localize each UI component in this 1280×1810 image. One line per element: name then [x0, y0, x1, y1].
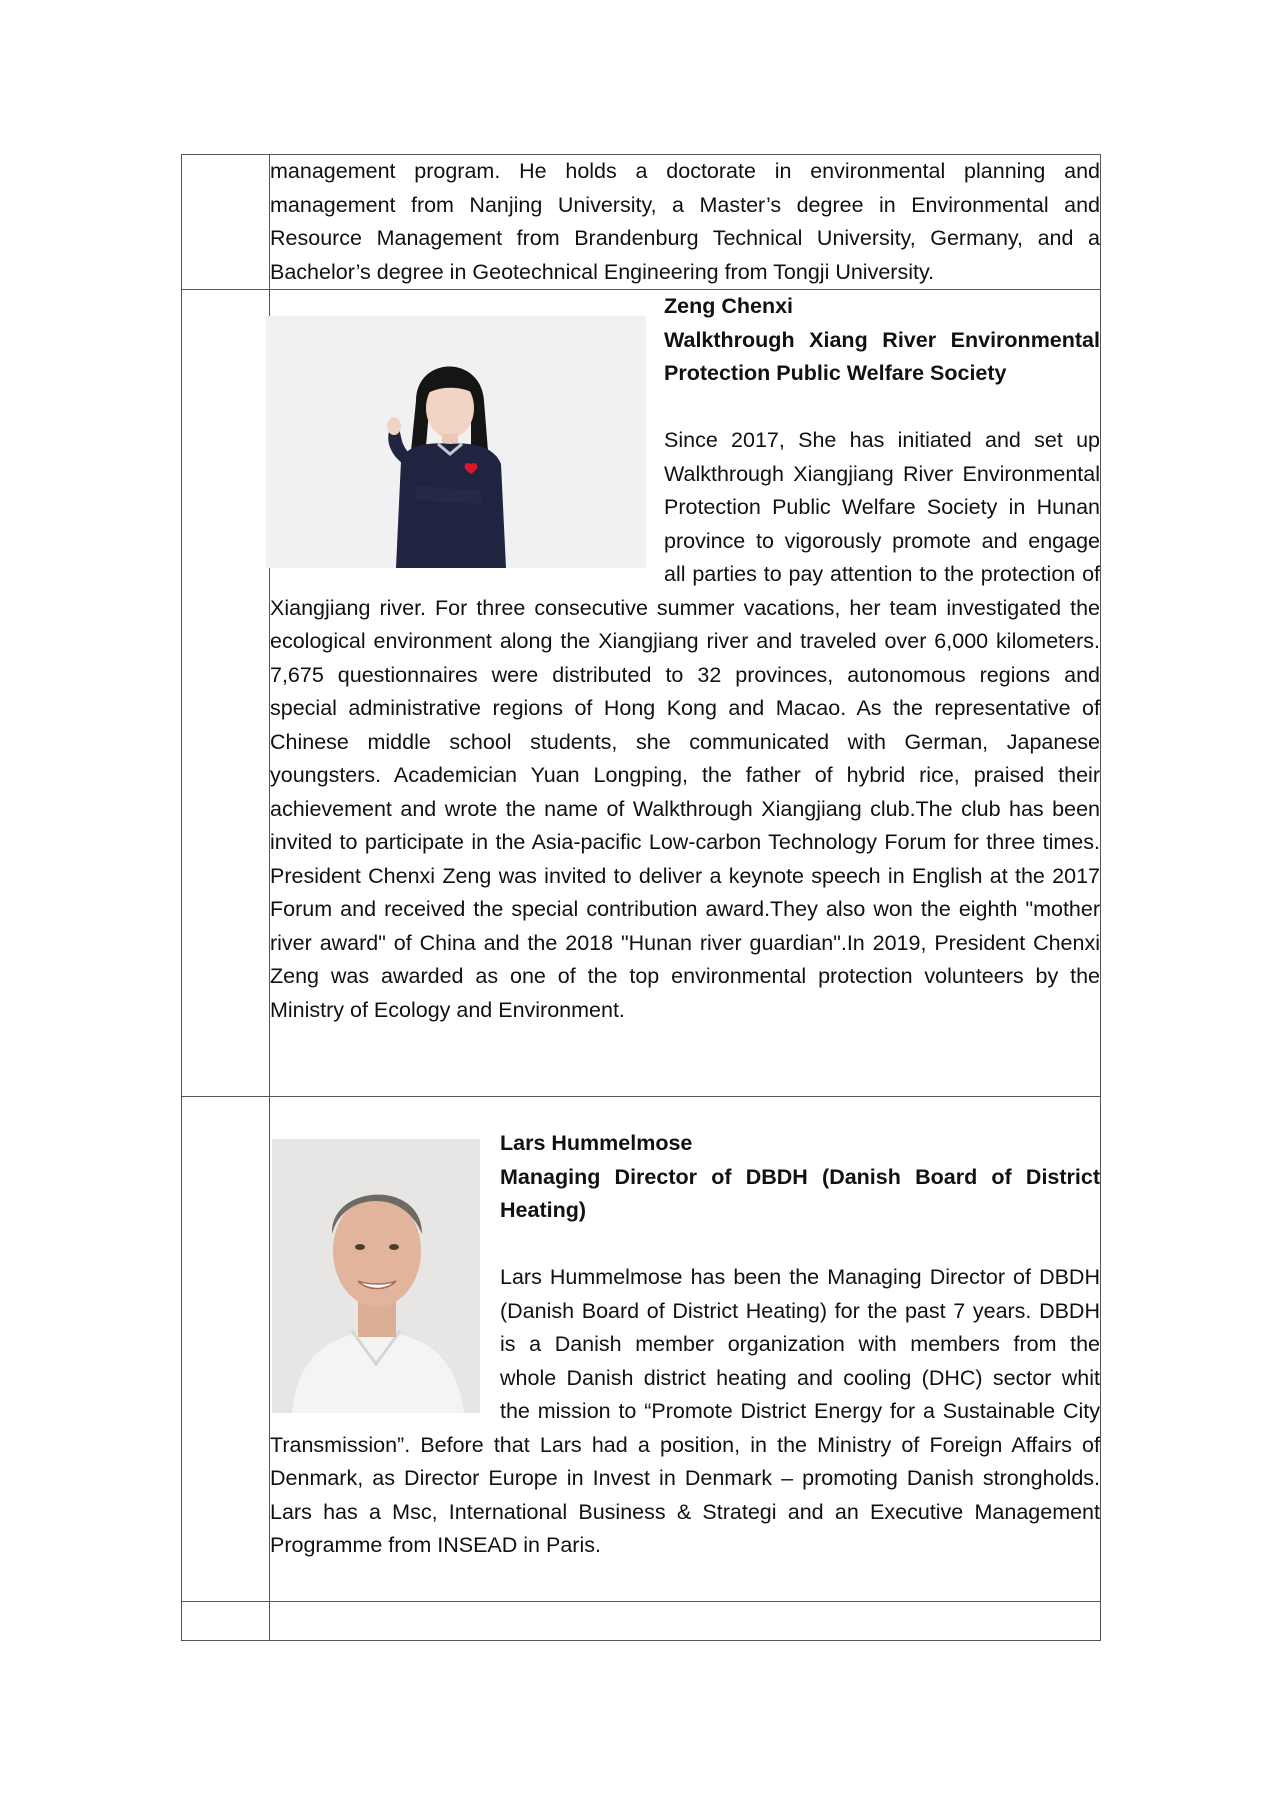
speaker-name: Zeng Chenxi: [664, 294, 794, 318]
empty-cell: [182, 155, 270, 290]
speaker-photo-lars-hummelmose: [272, 1139, 480, 1413]
table-row: [182, 290, 1101, 1097]
spacer: [270, 1097, 1100, 1127]
speaker-bio: Since 2017, She has initiated and set up Walkthrough Xiangjiang River Environmental Protection Public Welfare Society in Hunan province to vigorously promote and engage all parties to pay attention to the protection of Xiangjiang river. For three consecutive summer vacations, her team investigated the ecological environment along the Xiangjiang river and traveled over 6,000 kilometers. 7,675 questionnaires were distributed to 32 provinces, autonomous regions and special administrative regions of Hong Kong and Macao. As the representative of Chinese middle school students, she communicated with German, Japanese youngsters. Academician Yuan Longping, the father of hybrid rice, praised their achievement and wrote the name of Walkthrough Xiangjiang club.The club has been invited to participate in the Asia-pacific Low-carbon Technology Forum for three times. President Chenxi Zeng was invited to deliver a keynote speech in English at the 2017 Forum and received the special contribution award.They also won the eighth "mother river award" of China and the 2018 "Hunan river guardian".In 2019, President Chenxi Zeng was awarded as one of the top environmental protection volunteers by the Ministry of Ecology and Environment.: [270, 428, 1100, 1022]
speaker-table: [181, 154, 1101, 1641]
bio-cell: [270, 1097, 1101, 1602]
table-row: [182, 1602, 1101, 1641]
empty-cell: [270, 1602, 1101, 1641]
table-row: [182, 1097, 1101, 1602]
bio-cell: [270, 290, 1101, 1097]
table-row: [182, 155, 1101, 290]
speaker-affiliation: Walkthrough Xiang River Environmental Protection Public Welfare Society: [664, 327, 1100, 385]
empty-cell: [182, 1097, 270, 1602]
speaker-affiliation: Managing Director of DBDH (Danish Board of District Heating): [500, 1164, 1100, 1222]
speaker-photo-zeng-chenxi: [266, 316, 646, 568]
speaker-bio: Lars Hummelmose has been the Managing Director of DBDH (Danish Board of District Heating) for the past 7 years. DBDH is a Danish member organization with members from the whole Danish district heating and cooling (DHC) sector whit the mission to “Promote District Energy for a Sustainable City Transmission”. Before that Lars had a position, in the Ministry of Foreign Affairs of Denmark, as Director Europe in Invest in Denmark – promoting Danish strongholds. Lars has a Msc, International Business & Strategi and an Executive Management Programme from INSEAD in Paris.: [270, 1265, 1100, 1557]
speaker-name: Lars Hummelmose: [500, 1131, 693, 1155]
bio-cell: [270, 155, 1101, 290]
empty-cell: [182, 290, 270, 1097]
empty-cell: [182, 1602, 270, 1641]
continuation-paragraph: management program. He holds a doctorate in environmental planning and management from Nanjing University, a Master’s degree in Environmental and Resource Management from Brandenburg Technical University, Germany, and a Bachelor’s degree in Geotechnical Engineering from Tongji University.: [270, 159, 1100, 284]
